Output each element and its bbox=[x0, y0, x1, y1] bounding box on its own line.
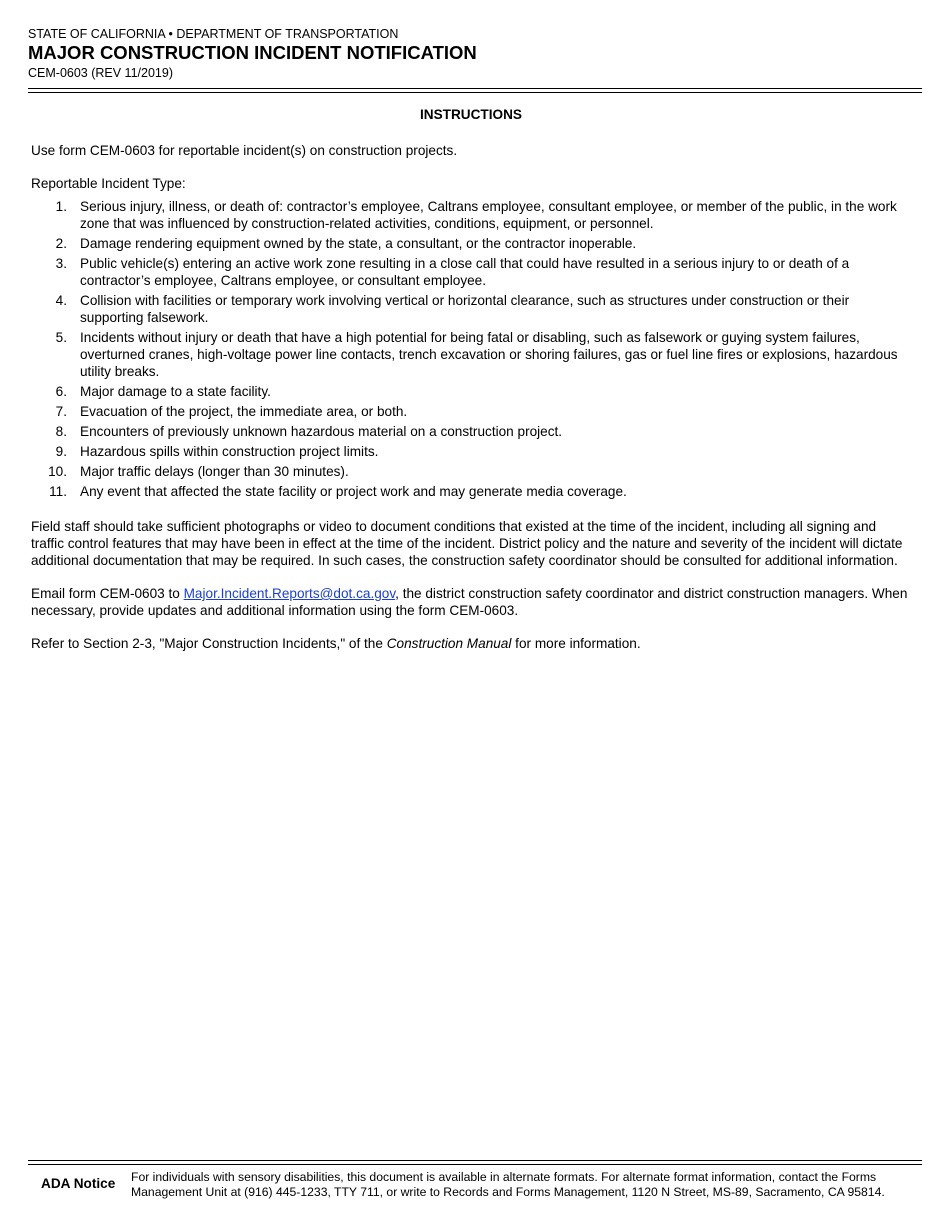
incident-type-number: 6. bbox=[55, 384, 67, 399]
incident-type-item bbox=[31, 235, 911, 252]
incident-type-text: Public vehicle(s) entering an active work zone resulting in a close call that could have resulted in a serious injury to or death of a contractor’s employee, Caltrans employee, or consultant employee. bbox=[80, 256, 850, 288]
incident-type-text: Incidents without injury or death that have a high potential for being fatal or disabling, such as falsework or guying system failures, overturned cranes, high-voltage power line contacts, trench excavation or shoring failures, gas or fuel line fires or explosions, hazardous utility breaks. bbox=[80, 330, 898, 379]
form-title: MAJOR CONSTRUCTION INCIDENT NOTIFICATION bbox=[28, 42, 477, 63]
ada-notice-label: ADA Notice bbox=[41, 1176, 116, 1191]
instructions-section bbox=[31, 106, 911, 668]
incident-type-item bbox=[31, 403, 911, 420]
incident-type-text: Evacuation of the project, the immediate area, or both. bbox=[80, 404, 408, 419]
incident-type-text: Collision with facilities or temporary work involving vertical or horizontal clearance, such as structures under construction or their supporting falsework. bbox=[80, 293, 850, 325]
refer-suffix: for more information. bbox=[511, 636, 641, 651]
incident-type-text: Serious injury, illness, or death of: contractor’s employee, Caltrans employee, consultant employee, or member of the public, in the work zone that was influenced by construction-related activities, conditions, equipment, or personnel. bbox=[80, 199, 897, 231]
form-header bbox=[28, 27, 477, 80]
incident-type-item bbox=[31, 198, 911, 232]
incident-type-text: Major damage to a state facility. bbox=[80, 384, 271, 399]
incident-type-number: 5. bbox=[55, 330, 67, 345]
manual-title: Construction Manual bbox=[386, 636, 512, 651]
incident-type-number: 2. bbox=[55, 236, 67, 251]
incident-type-text: Any event that affected the state facility or project work and may generate media coverage. bbox=[80, 484, 627, 499]
agency-line: STATE OF CALIFORNIA • DEPARTMENT OF TRANSPORTATION bbox=[28, 27, 399, 41]
incident-type-label: Reportable Incident Type: bbox=[31, 176, 186, 191]
incident-type-text: Hazardous spills within construction project limits. bbox=[80, 444, 379, 459]
incident-type-item bbox=[31, 483, 911, 500]
incident-type-number: 8. bbox=[55, 424, 67, 439]
field-staff-paragraph: Field staff should take sufficient photographs or video to document conditions that existed at the time of the incident, including all signing and traffic control features that may have been in effect at the time of the incident. District policy and the nature and severity of the incident will dictate additional documentation that may be required. In such cases, the construction safety coordinator should be consulted for additional information. bbox=[31, 519, 903, 568]
intro-paragraph: Use form CEM-0603 for reportable incident(s) on construction projects. bbox=[31, 143, 458, 158]
refer-prefix: Refer to Section 2-3, "Major Construction Incidents," of the bbox=[31, 636, 387, 651]
incident-type-item bbox=[31, 292, 911, 326]
incident-type-text: Encounters of previously unknown hazardous material on a construction project. bbox=[80, 424, 563, 439]
incident-type-number: 9. bbox=[55, 444, 67, 459]
incident-type-item bbox=[31, 329, 911, 380]
incident-type-item bbox=[31, 255, 911, 289]
footer-divider bbox=[28, 1160, 922, 1165]
incident-type-number: 4. bbox=[55, 293, 67, 308]
incident-type-text: Major traffic delays (longer than 30 minutes). bbox=[80, 464, 349, 479]
incident-type-item bbox=[31, 423, 911, 440]
incident-type-text: Damage rendering equipment owned by the state, a consultant, or the contractor inoperable. bbox=[80, 236, 637, 251]
incident-type-item bbox=[31, 443, 911, 460]
incident-type-list bbox=[31, 198, 911, 500]
incident-type-number: 7. bbox=[55, 404, 67, 419]
email-suffix: , the district construction safety coordinator and district construction managers. When necessary, provide updates and additional information using the form CEM-0603. bbox=[31, 586, 908, 618]
incident-type-item bbox=[31, 463, 911, 480]
email-prefix: Email form CEM-0603 to bbox=[31, 586, 184, 601]
email-paragraph bbox=[31, 585, 911, 619]
incident-type-number: 10. bbox=[48, 464, 67, 479]
incident-type-number: 3. bbox=[55, 256, 67, 271]
instructions-heading: INSTRUCTIONS bbox=[420, 107, 522, 122]
form-number: CEM-0603 (REV 11/2019) bbox=[28, 66, 173, 80]
incident-type-number: 11. bbox=[49, 484, 67, 499]
incident-type-number: 1. bbox=[55, 199, 67, 214]
refer-paragraph bbox=[31, 635, 911, 652]
ada-notice-text: For individuals with sensory disabilities, this document is available in alternate formats. For alternate format information, contact the Forms Management Unit at (916) 445-1233, TTY 711, or write to Records and Forms Management, 1120 N Street, MS-89, Sacramento, CA 95814. bbox=[131, 1170, 885, 1199]
header-divider bbox=[28, 88, 922, 93]
incident-type-item bbox=[31, 383, 911, 400]
email-link[interactable]: Major.Incident.Reports@dot.ca.gov bbox=[183, 586, 396, 601]
